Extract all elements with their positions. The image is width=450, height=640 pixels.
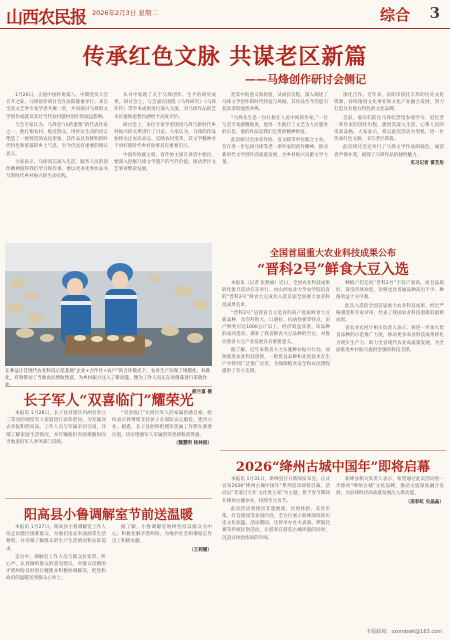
paragraph: 会前，嘉宾们前往马烽纪念馆参观学习，追忆老一辈作家的创作历程，感悟其深入生活、心系人民的崇高品格。大家表示，将以此次活动为契机，进一步传承红色文脉，书写老区新篇。	[334, 115, 444, 143]
story2-kicker: 全国首届重大农业科技成果公布	[269, 249, 396, 259]
paragraph: 据了解，近年来我省大力实施种业振兴行动，加快推进农业科技创新，一批优良品种和先进技术在生产中得到广泛推广应用，为保障粮食安全和农民增收提供了有力支撑。	[222, 347, 330, 375]
paragraph: 据了解，小鲁调解室始终坚持以群众为中心，积极化解矛盾纠纷，为维护社会和谐稳定作出了积极贡献。	[112, 525, 212, 545]
masthead	[0, 0, 450, 29]
paragraph: 省农业农村厅相关负责人表示，将进一步加大优良品种的示范推广力度，推动更多农业科技成果转化为现实生产力，助力全省现代农业高质量发展，为全面推进乡村振兴提供坚强的科技支撑。	[336, 326, 444, 353]
story2-column-2	[336, 280, 444, 445]
story3-column-2	[112, 410, 212, 494]
page-number: 3	[429, 4, 440, 22]
paragraph: 此次研讨会还举行了马烽文学作品朗诵会，诵读者声情并茂，展现了马烽作品的独特魅力。	[334, 145, 444, 158]
lead-headline: 传承红色文脉 共谋老区新篇	[82, 44, 368, 70]
paragraph: 本报讯 1月27日，阳高县小鲁调解室工作人员走访辖区困难群众，为他们送去米面油等生活物资，并详细了解群众的生产生活情况和实际需求。	[6, 525, 106, 552]
paragraph: 本报讯 1月28日，长子县对辖区内两名荣立三等功的现役军人家庭进行表彰慰问，为军属送去喜报和慰问品。工作人员与军属亲切交谈，详细了解家庭生活情况，并叮嘱他们有困难随时向当地退役军人事务部门反映。	[6, 411, 106, 445]
story3-headline: 长子军人“双喜临门”耀荣光	[23, 393, 194, 409]
paragraph: 从书中发现了关于马烽创作、生平的研究成果。研讨会上，与会嘉宾围绕《马烽研究》《马烽评传》等学术成果进行深入交流，对马烽作品的艺术价值和思想内涵给予高度评价。	[114, 93, 216, 120]
divider	[5, 498, 212, 499]
lead-column-2	[114, 92, 216, 238]
lead-byline: 见习记者 雷芝彤	[410, 160, 444, 166]
paragraph: 此次活动将推出非遗展演、民俗体验、美食市集、灯会游园等多项内容，全方位展示新绛深厚的历史文化底蕴。活动期间，还将举办社火表演、锣鼓比赛等传统民俗活动，让游客在游览古城风貌的同时，沉浸式体验浓浓的年味。	[222, 506, 330, 541]
story2-column-1	[222, 280, 330, 445]
story5-headline: 2026“绛州古城中国年”即将启幕	[235, 460, 431, 475]
story5-byline: （庞彩虹 史晶晶）	[405, 499, 444, 505]
paragraph: 中国作协副主席、省作协主席在讲话中指出，要深入挖掘马烽文学遗产的当代价值，推动老区文艺事业繁荣发展。	[114, 152, 216, 173]
lead-column-1	[6, 92, 108, 238]
paragraph: 研讨会上，多位专家学者围绕马烽与新时代乡村振兴的关系进行了讨论。大家认为，马烽的作品始终关注农民命运、反映农村变革，其文学精神对于讲好新时代乡村故事具有重要启示。	[114, 122, 216, 150]
story4-column-2	[112, 524, 212, 632]
paragraph: 大家表示，马烽同志深入生活、服务人民的创作精神值得我们学习和传承，要以更多优秀作品书写新时代乡村振兴的生动实践。	[6, 159, 108, 180]
paragraph: 把其中的意义和价值，从成长历程，深入阐述了马烽文学创作的时代特征与风格，其作品至今仍能引起读者的强烈共鸣。	[222, 93, 328, 113]
paragraph: “马烽先生是一位扎根在人民中间的作家。”一位与会专家感慨地说，他用一生践行了文艺为人民服务的宗旨，他的作品是我们宝贵的精神财富。	[222, 115, 328, 136]
section-name: 综合	[379, 6, 410, 24]
story2-headline: “晋科2号”鲜食大豆入选	[257, 262, 409, 278]
lead-column-4	[334, 92, 444, 240]
story3-column-1	[6, 410, 106, 494]
divider	[220, 450, 446, 451]
paragraph: 走访中，调解室工作人员与群众拉家常、听心声，认真倾听群众的意见建议，对群众反映的矛盾纠纷及时进行梳理并积极协调解决，把党和政府的温暖送到群众心坎上。	[6, 554, 106, 582]
paragraph: 与会专家认为，马烽是“山药蛋派”的代表作家之一，他扎根农村、贴近群众，用朴实生动的语言塑造了一批鲜活的农民形象，其作品具有鲜明的时代特色和浓郁的乡土气息，至今仍具有重要的现实意义。	[6, 122, 108, 157]
paragraph: 此次入选的全国首届重大农业科技成果，经过严格遴选和专家评审，代表了我国农业科技创新的最新成果。	[336, 303, 444, 324]
lead-column-3	[222, 92, 328, 238]
paragraph: 本报讯 1月31日，新绛县召开新闻发布会，正式宣布2026“绛州古城中国年”系列活动即将启幕。活动以“非遗过大年 文化进万家”为主题，将于春节期间在绛州古城举办，持续至元宵节。	[222, 477, 330, 504]
paragraph: 此次研讨会由省作协、省文联等单位联合主办，旨在进一步弘扬马烽等老一辈作家的创作精神，推动新时代文学创作高质量发展，为乡村振兴贡献文学力量。	[222, 138, 328, 165]
story4-column-1	[6, 524, 106, 632]
mushroom-harvest-photo	[5, 243, 212, 366]
story4-headline: 阳高县小鲁调解室节前送温暖	[23, 508, 193, 523]
story4-byline: （王莉娜）	[189, 547, 212, 553]
paragraph: 新绛县相关负责人表示，希望通过此次活动进一步擦亮“绛州古城”文化品牌，推动文旅深度融合发展，为县域经济高质量发展注入新动能。	[336, 477, 444, 497]
paragraph: “双喜临门”让两位军人的家属倍感自豪，纷纷表示将继续支持孩子在部队安心服役、建功立业。据悉，长子县始终把拥军优属工作摆在重要位置，切实增强军人军属的荣誉感和获得感。	[112, 411, 212, 438]
news-photo	[5, 243, 212, 366]
page-footer: 本版邮箱：sxnmbwk@163.com	[366, 629, 442, 635]
paragraph: 深化合作。近年来，汾阳市依托丰厚的历史文化资源，持续推进文化事业和文化产业融合发展，努力打造具有地方特色的文化品牌。	[334, 93, 444, 113]
issue-date: 2026年2月3日 星期二	[92, 9, 158, 17]
paragraph: 1月26日，正值中国作协第八、中期党员大会召开之际，马烽创作研讨会在汾阳隆重举行。来自全省文艺界专家学者共聚一堂，共同探讨马烽的文学创作成就及其对当代农村题材创作的深远影响。	[6, 93, 108, 120]
story3-byline: （魏慧明 杨林振）	[173, 440, 212, 446]
paragraph: “晋科2号”是我省自主选育的高产优质鲜食大豆新品种，具有籽粒大、口感好、抗病性强等特点，亩产鲜荚可达1000公斤以上，经济效益显著。该品种的成功选育，填补了我省鲜食大豆品种的空白，对推动我省大豆产业发展具有重要意义。	[222, 310, 330, 345]
paragraph: 种植户们还说“晋科2号”不仅产量高，而且品质好，深受市场欢迎，价格也比普通品种高出不少，种植效益十分可观。	[336, 281, 444, 301]
story5-column-1	[222, 476, 330, 622]
divider	[5, 386, 212, 387]
paragraph: 本报讯（记者 张燕丽）近日，全国农业科技成果转化推介活动在京举行。由山西农业大学农学院培育的“晋科2号”鲜食大豆成功入选首届全国重大农业科技成果名单。	[222, 281, 330, 308]
lead-subhead: ——马烽创作研讨会侧记	[245, 73, 366, 86]
caption-text: 在乘益正佳现代农业科技示范基地“企业+合作社+农户”的合作模式下，农业生产实现了规模化、标准化，有效带动了当地农民增收致富，为乡村振兴注入了新动能。图为工作人员正在对菌菇进行采收作业。	[5, 369, 211, 388]
newspaper-logo: 山西农民报	[6, 8, 86, 28]
photo-credit: 郝兰富 摄	[192, 390, 212, 395]
story5-column-2	[336, 476, 444, 622]
